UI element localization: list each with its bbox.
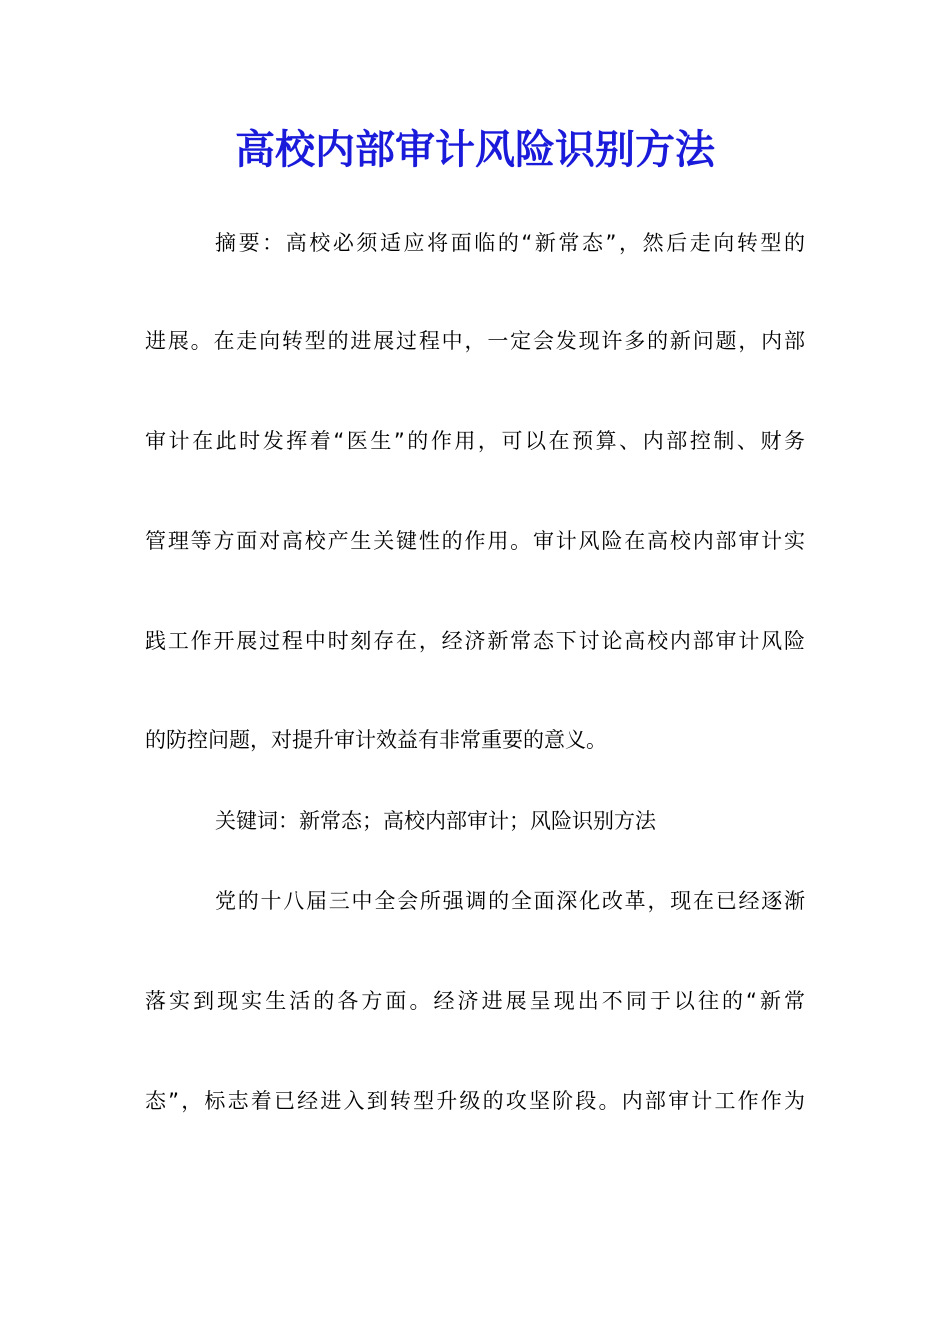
body-line-3: 态”，标志着已经进入到转型升级的攻坚阶段。内部审计工作作为 bbox=[145, 1089, 805, 1113]
abstract-line-4: 管理等方面对高校产生关键性的作用。审计风险在高校内部审计实 bbox=[145, 529, 805, 553]
abstract-line-6: 的防控问题，对提升审计效益有非常重要的意义。 bbox=[145, 728, 607, 752]
document-title: 高校内部审计风险识别方法 bbox=[235, 126, 715, 173]
abstract-line-5: 践工作开展过程中时刻存在，经济新常态下讨论高校内部审计风险 bbox=[145, 629, 805, 653]
body-line-2: 落实到现实生活的各方面。经济进展呈现出不同于以往的“新常 bbox=[145, 989, 805, 1013]
body-line-1: 党的十八届三中全会所强调的全面深化改革，现在已经逐渐 bbox=[215, 889, 805, 913]
keywords-line: 关键词：新常态；高校内部审计；风险识别方法 bbox=[215, 809, 656, 833]
abstract-line-1: 摘要：高校必须适应将面临的“新常态”，然后走向转型的 bbox=[215, 231, 805, 255]
abstract-line-3: 审计在此时发挥着“医生”的作用，可以在预算、内部控制、财务 bbox=[145, 429, 805, 453]
abstract-line-2: 进展。在走向转型的进展过程中，一定会发现许多的新问题，内部 bbox=[145, 329, 805, 353]
